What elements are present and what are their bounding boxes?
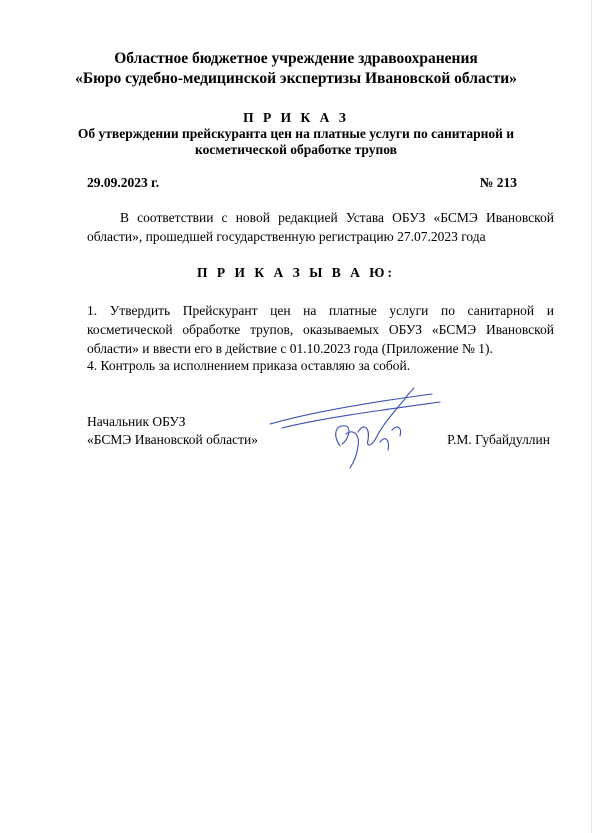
signer-position-line1: Начальник ОБУЗ bbox=[87, 414, 186, 429]
order-title: П Р И К А З bbox=[243, 110, 349, 125]
signer-name: Р.М. Губайдуллин bbox=[447, 432, 550, 447]
decree-heading: П Р И К А З Ы В А Ю: bbox=[197, 265, 395, 280]
order-number: № 213 bbox=[479, 175, 517, 190]
order-subject: Об утверждении прейскуранта цен на платные услуги по санитарной и косметической обработке трупов bbox=[77, 126, 515, 157]
order-date: 29.09.2023 г. bbox=[87, 175, 160, 190]
intro-paragraph: В соответствии с новой редакцией Устава ОБУЗ «БСМЭ Ивановской области», прошедшей государственную регистрацию 27.07.2023 года bbox=[87, 210, 554, 244]
handwritten-signature bbox=[262, 384, 452, 474]
decree-item-4: 4. Контроль за исполнением приказа оставляю за собой. bbox=[87, 358, 411, 373]
signer-position-line2: «БСМЭ Ивановской области» bbox=[87, 432, 259, 447]
organization-name-line2: «Бюро судебно-медицинской экспертизы Ивановской области» bbox=[75, 70, 517, 87]
organization-name-line1: Областное бюджетное учреждение здравоохранения bbox=[114, 50, 478, 67]
decree-item-1: 1. Утвердить Прейскурант цен на платные услуги по санитарной и косметической обработке трупов, оказываемых ОБУЗ «БСМЭ Ивановской области» и ввести его в действие с 01.10.2023 года (Приложение № 1). bbox=[87, 303, 554, 356]
